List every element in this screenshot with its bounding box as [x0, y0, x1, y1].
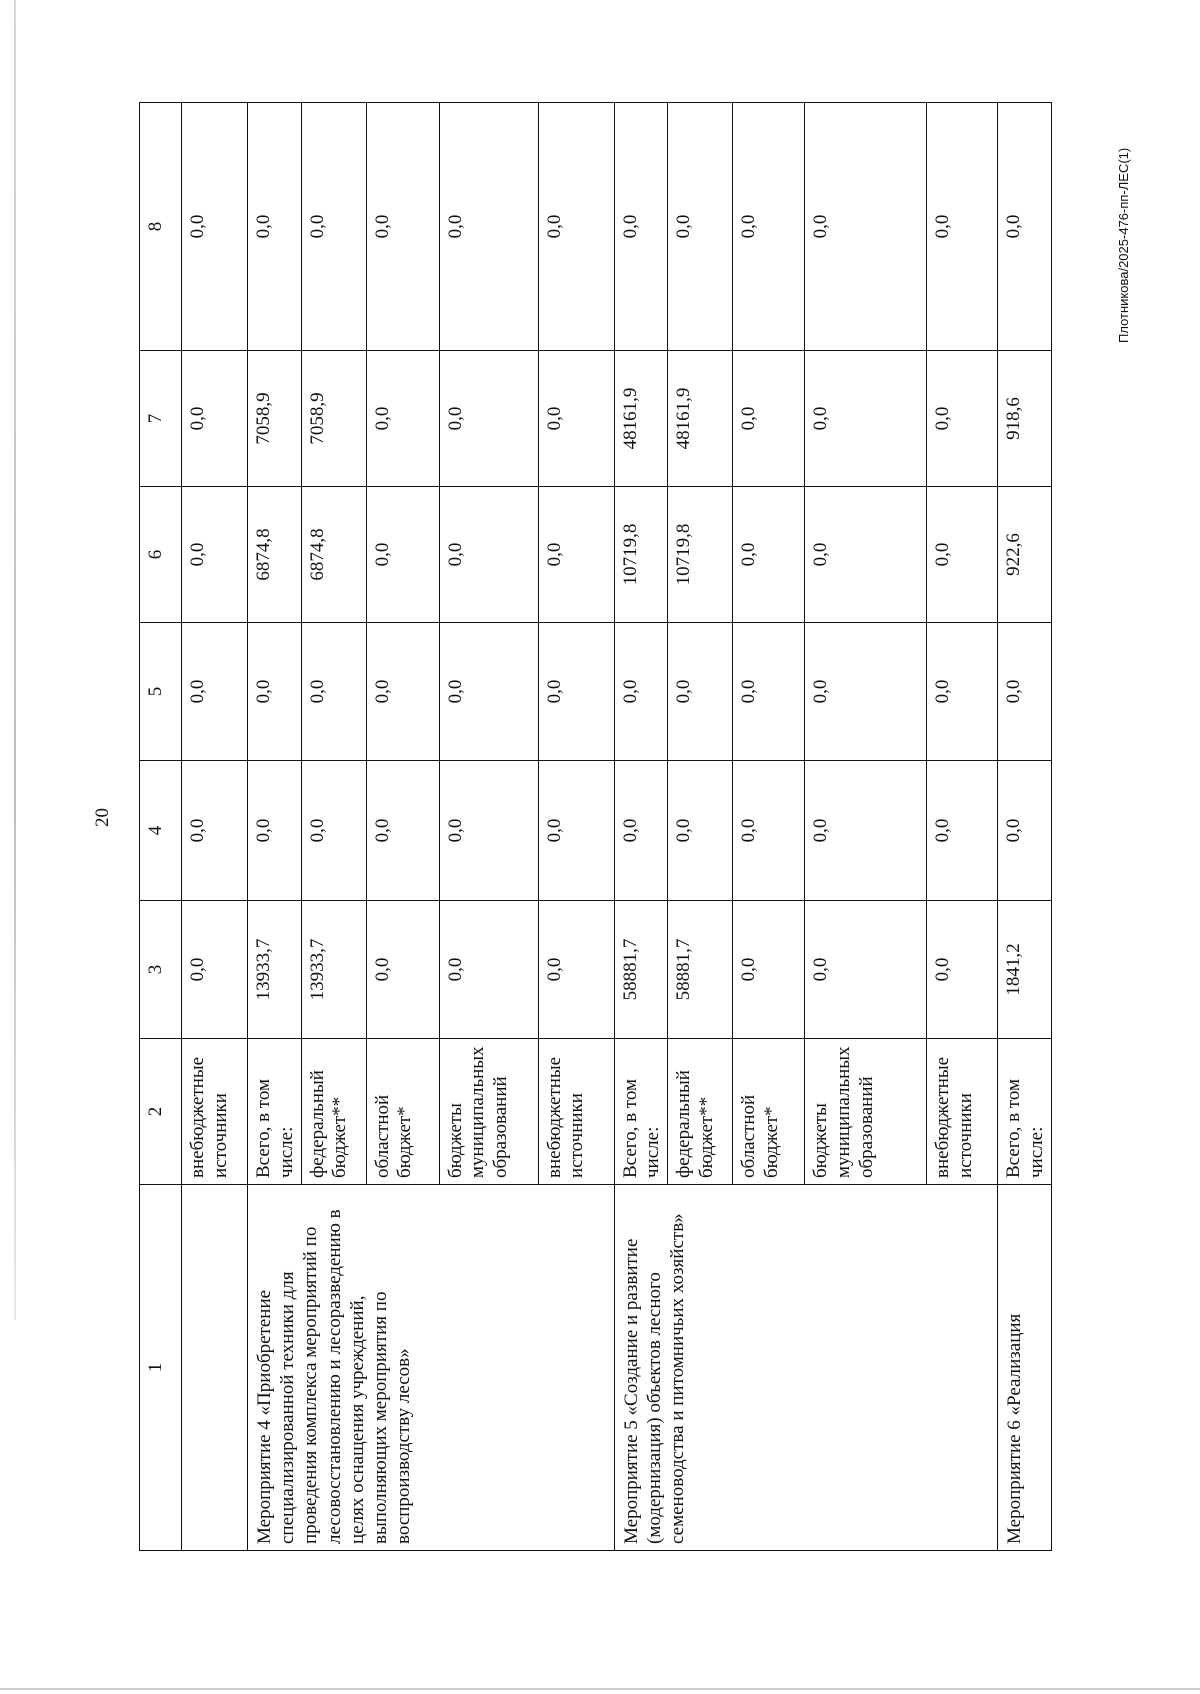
source-cell: Всего, в том числе: [614, 1039, 668, 1185]
column-header: 2 [140, 1039, 182, 1185]
value-cell: 0,0 [805, 351, 927, 487]
value-cell: 0,0 [733, 761, 805, 901]
column-header: 6 [140, 487, 182, 623]
budget-table-rotated [139, 103, 1047, 1551]
value-cell: 0,0 [998, 103, 1052, 351]
source-cell: федеральный бюджет** [668, 1039, 733, 1185]
value-cell: 0,0 [805, 623, 927, 761]
value-cell: 0,0 [366, 351, 439, 487]
value-cell: 0,0 [182, 761, 248, 901]
value-cell: 0,0 [805, 487, 927, 623]
table-row [248, 103, 302, 1551]
value-cell: 7058,9 [248, 351, 302, 487]
value-cell: 6874,8 [248, 487, 302, 623]
value-cell: 58881,7 [668, 901, 733, 1039]
column-header: 3 [140, 901, 182, 1039]
value-cell: 0,0 [733, 901, 805, 1039]
source-cell: федеральный бюджет** [301, 1039, 366, 1185]
value-cell: 10719,8 [668, 487, 733, 623]
scan-edge-left [14, 0, 16, 1320]
value-cell: 58881,7 [614, 901, 668, 1039]
table-row [998, 103, 1052, 1551]
value-cell: 0,0 [366, 761, 439, 901]
value-cell: 0,0 [439, 623, 538, 761]
value-cell: 0,0 [182, 351, 248, 487]
column-header: 7 [140, 351, 182, 487]
event-cell [182, 1185, 248, 1551]
source-cell: областной бюджет* [366, 1039, 439, 1185]
value-cell: 0,0 [805, 901, 927, 1039]
value-cell: 48161,9 [668, 351, 733, 487]
scan-edge-bottom [0, 1688, 1200, 1690]
value-cell: 0,0 [538, 487, 614, 623]
value-cell: 0,0 [366, 901, 439, 1039]
value-cell: 0,0 [301, 761, 366, 901]
value-cell: 0,0 [439, 351, 538, 487]
value-cell: 0,0 [668, 761, 733, 901]
source-cell: бюджеты муниципальных образований [805, 1039, 927, 1185]
value-cell: 0,0 [538, 103, 614, 351]
value-cell: 10719,8 [614, 487, 668, 623]
value-cell: 0,0 [668, 623, 733, 761]
value-cell: 0,0 [733, 103, 805, 351]
value-cell: 918,6 [998, 351, 1052, 487]
event-cell: Мероприятие 4 «Приобретение специализированной техники для проведения комплекса мероприятий по лесовосстановлению и лесоразведению в целях оснащения учреждений, выполняющих мероприятия по воспроизводству лесов» [248, 1185, 615, 1551]
value-cell: 0,0 [998, 761, 1052, 901]
source-cell: внебюджетные источники [182, 1039, 248, 1185]
document-reference: Плотникова/2025-476-пп-ЛЕС(1) [1116, 147, 1131, 343]
value-cell: 0,0 [927, 351, 998, 487]
value-cell: 0,0 [733, 351, 805, 487]
value-cell: 0,0 [366, 103, 439, 351]
value-cell: 0,0 [614, 103, 668, 351]
column-header: 8 [140, 103, 182, 351]
value-cell: 1841,2 [998, 901, 1052, 1039]
value-cell: 922,6 [998, 487, 1052, 623]
source-cell: областной бюджет* [733, 1039, 805, 1185]
value-cell: 13933,7 [301, 901, 366, 1039]
value-cell: 0,0 [538, 623, 614, 761]
source-cell: Всего, в том числе: [998, 1039, 1052, 1185]
column-header: 5 [140, 623, 182, 761]
event-cell: Мероприятие 6 «Реализация [998, 1185, 1052, 1551]
value-cell: 0,0 [733, 623, 805, 761]
value-cell: 0,0 [301, 623, 366, 761]
value-cell: 0,0 [927, 487, 998, 623]
event-cell: Мероприятие 5 «Создание и развитие (модернизация) объектов лесного семеноводства и питомничьих хозяйств» [614, 1185, 998, 1551]
value-cell: 0,0 [439, 103, 538, 351]
value-cell: 0,0 [998, 623, 1052, 761]
value-cell: 0,0 [248, 623, 302, 761]
value-cell: 48161,9 [614, 351, 668, 487]
value-cell: 0,0 [538, 351, 614, 487]
source-cell: Всего, в том числе: [248, 1039, 302, 1185]
page-number: 20 [92, 808, 113, 827]
source-cell: внебюджетные источники [538, 1039, 614, 1185]
header-row [140, 103, 182, 1551]
value-cell: 0,0 [366, 623, 439, 761]
value-cell: 0,0 [182, 901, 248, 1039]
value-cell: 13933,7 [248, 901, 302, 1039]
value-cell: 0,0 [733, 487, 805, 623]
table-row [614, 103, 668, 1551]
value-cell: 0,0 [805, 761, 927, 901]
value-cell: 0,0 [439, 761, 538, 901]
value-cell: 7058,9 [301, 351, 366, 487]
value-cell: 0,0 [614, 623, 668, 761]
value-cell: 0,0 [538, 901, 614, 1039]
value-cell: 0,0 [927, 103, 998, 351]
value-cell: 0,0 [538, 761, 614, 901]
value-cell: 0,0 [248, 103, 302, 351]
value-cell: 0,0 [614, 761, 668, 901]
value-cell: 0,0 [182, 487, 248, 623]
value-cell: 6874,8 [301, 487, 366, 623]
source-cell: бюджеты муниципальных образований [439, 1039, 538, 1185]
column-header: 1 [140, 1185, 182, 1551]
value-cell: 0,0 [668, 103, 733, 351]
source-cell: внебюджетные источники [927, 1039, 998, 1185]
value-cell: 0,0 [927, 623, 998, 761]
value-cell: 0,0 [805, 103, 927, 351]
table-row [182, 103, 248, 1551]
value-cell: 0,0 [366, 487, 439, 623]
value-cell: 0,0 [927, 901, 998, 1039]
value-cell: 0,0 [439, 901, 538, 1039]
value-cell: 0,0 [182, 623, 248, 761]
value-cell: 0,0 [927, 761, 998, 901]
value-cell: 0,0 [439, 487, 538, 623]
value-cell: 0,0 [182, 103, 248, 351]
value-cell: 0,0 [248, 761, 302, 901]
column-header: 4 [140, 761, 182, 901]
budget-table [139, 102, 1052, 1551]
value-cell: 0,0 [301, 103, 366, 351]
